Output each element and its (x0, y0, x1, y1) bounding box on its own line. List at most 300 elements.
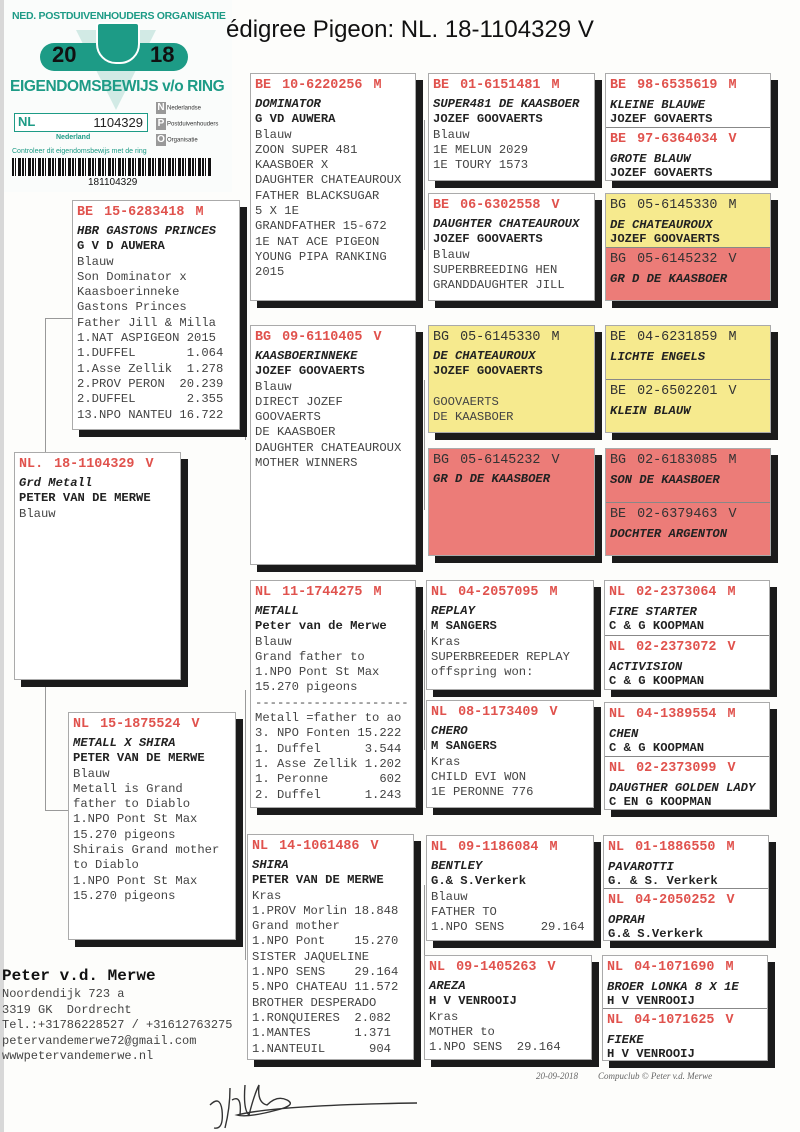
website-line: wwwpetervandemerwe.nl (2, 1049, 154, 1063)
signature (200, 1080, 420, 1130)
pigeon-note: 2015 (255, 265, 285, 280)
pigeon-color: Blauw (255, 127, 292, 142)
pigeon-note: 15.270 pigeons (73, 888, 176, 903)
pigeon-card-fm (250, 325, 416, 565)
sex-marker: V (191, 717, 200, 732)
barcode (12, 158, 212, 176)
ring-country: BE (433, 198, 450, 213)
pigeon-color: Blauw (255, 379, 292, 394)
year-right: 18 (150, 42, 175, 67)
pigeon-note: Grand father to (255, 649, 365, 664)
pigeon-color: Blauw (433, 127, 470, 142)
pigeon-note: DAUGHTER CHATEAUROUX (255, 173, 402, 188)
ring-number: 18-1104329 (54, 457, 135, 472)
pigeon-owner: G.& S.Verkerk (431, 874, 527, 889)
pigeon-color: Kras (431, 634, 461, 649)
ring-number: 04-1071625 (634, 1013, 715, 1028)
pigeon-card-mmm (424, 955, 592, 1060)
pigeon-card-mother (68, 712, 236, 940)
pigeon-owner: G. & S. Verkerk (608, 874, 718, 888)
ring-country: BG (610, 198, 627, 213)
sex-marker: V (728, 507, 737, 522)
ring-number: 02-6502201 (637, 384, 718, 399)
pigeon-owner: Peter van de Merwe (255, 619, 387, 634)
pigeon-card-subject (14, 452, 181, 680)
pigeon-name: PAVAROTTI (608, 860, 674, 874)
pigeon-note: --------------------- (255, 695, 409, 710)
sex-marker: M (549, 585, 558, 600)
ring-header (255, 329, 411, 347)
pigeon-card-mfm (426, 700, 594, 808)
pigeon-pair-card (603, 835, 769, 941)
mother-section (604, 888, 768, 940)
pigeon-note: SUPERBREEDING HEN (433, 262, 558, 277)
mother-section (603, 1008, 767, 1060)
pigeon-note: 5 X 1E (255, 204, 299, 219)
pigeon-note: 2.DUFFEL 2.355 (77, 392, 224, 407)
pigeon-owner: M SANGERS (431, 619, 497, 634)
ring-number: 05-6145232 (460, 453, 541, 468)
pigeon-note: father to Diablo (73, 797, 191, 812)
ring-country: NL (609, 707, 626, 722)
connector-line (424, 630, 425, 750)
barcode-number: 181104329 (88, 177, 138, 188)
ring-ownership-card (4, 0, 232, 192)
connector-line (45, 680, 46, 810)
address-line: Noordendijk 723 a (2, 987, 125, 1001)
print-date: 20-09-2018 (536, 1071, 578, 1081)
pigeon-name: DAUGTHER GOLDEN LADY (609, 781, 756, 795)
mother-section (606, 247, 770, 300)
ring-header (77, 204, 235, 222)
connector-line (424, 120, 425, 250)
mother-section (605, 635, 769, 689)
ring-header (610, 506, 766, 524)
pigeon-note: Shirais Grand mother (73, 843, 220, 858)
ring-country: NL (252, 839, 269, 854)
ring-country: BE (433, 78, 450, 93)
pigeon-note: GRANDDAUGHTER JILL (433, 278, 565, 293)
pigeon-owner: PETER VAN DE MERWE (19, 491, 151, 506)
pigeon-name: KLEIN BLAUW (610, 404, 691, 418)
pigeon-owner: PETER VAN DE MERWE (73, 751, 205, 766)
ring-country: BE (610, 78, 627, 93)
ring-country: NL (73, 717, 90, 732)
mother-section (606, 379, 770, 432)
pigeon-note: 2. Duffel 1.243 (255, 787, 402, 802)
pigeon-note: Metall =father to ao (255, 711, 402, 726)
pigeon-name: KLEINE BLAUWE (610, 98, 706, 112)
pigeon-owner: H V VENROOIJ (429, 994, 517, 1009)
pigeon-note: SISTER JAQUELINE (252, 949, 370, 964)
pigeon-pair-card (605, 193, 771, 301)
pigeon-name: SON DE KAASBOER (610, 473, 720, 487)
pigeon-pair-card (604, 702, 770, 810)
sex-marker: M (725, 960, 734, 975)
pigeon-note: 2.PROV PERON 20.239 (77, 376, 224, 391)
sex-marker: V (145, 457, 154, 472)
ring-number: 02-2373072 (636, 640, 717, 655)
ring-header (610, 452, 766, 470)
lion-shield-icon (96, 22, 140, 64)
sex-marker: V (728, 252, 737, 267)
pigeon-name: METALL X SHIRA (73, 736, 176, 750)
npo-line-2: P Postduivenhouders (157, 118, 219, 129)
pigeon-pair-card (602, 955, 768, 1061)
year-left: 20 (52, 42, 77, 67)
father-section (606, 74, 770, 127)
credit-text: Compuclub © Peter v.d. Merwe (598, 1071, 713, 1081)
sex-marker: M (373, 78, 382, 93)
pigeon-color: Kras (429, 1009, 459, 1024)
pigeon-owner: JOZEF GOOVAERTS (433, 232, 543, 247)
pigeon-note: 1.NPO Pont St Max (255, 665, 380, 680)
ring-country: BE (610, 384, 627, 399)
pigeon-owner: JOZEF GOOVAERTS (610, 232, 720, 246)
pigeon-note: Grand mother (252, 919, 340, 934)
pigeon-name: DAUGHTER CHATEAUROUX (433, 217, 580, 231)
pigeon-card-ff (250, 73, 416, 301)
pigeon-owner: JOZEF GOVAERTS (610, 112, 713, 126)
pigeon-card-fmm (428, 448, 595, 556)
ring-country: NL (609, 640, 626, 655)
ring-number: 01-6151481 (460, 78, 541, 93)
father-section (605, 581, 769, 635)
ring-country: NL (255, 585, 272, 600)
pigeon-note: 5.NPO CHATEAU 11.572 (252, 980, 399, 995)
connector-line (45, 318, 46, 453)
ring-header (433, 197, 590, 215)
pigeon-note: GOOVAERTS (255, 410, 321, 425)
ring-number: 04-2057095 (458, 585, 539, 600)
pigeon-card-fff (428, 73, 595, 181)
npo-line-1: N Nederlandse (157, 102, 202, 113)
pigeon-note: ZOON SUPER 481 (255, 142, 358, 157)
pigeon-note: Gastons Princes (77, 300, 187, 315)
ring-number: 04-1389554 (636, 707, 717, 722)
father-section (606, 449, 770, 502)
mother-section (606, 127, 770, 180)
ring-header (610, 197, 766, 215)
ring-header (252, 838, 409, 856)
pigeon-note: 1.DUFFEL 1.064 (77, 346, 224, 361)
pigeon-note: 1.RONQUIERES 2.082 (252, 1010, 391, 1025)
connector-line (245, 310, 246, 440)
pigeon-name: METALL (255, 604, 299, 618)
ring-country: BE (255, 78, 272, 93)
pigeon-name: DOMINATOR (255, 97, 321, 111)
pigeon-color: Kras (431, 754, 461, 769)
pigeon-pair-card (605, 73, 771, 181)
pigeon-note: 3. NPO Fonten 15.222 (255, 726, 402, 741)
pigeon-note: GRANDFATHER 15-672 (255, 219, 387, 234)
sex-marker: V (373, 330, 382, 345)
ring-card-heading: EIGENDOMSBEWIJS v/o RING (10, 78, 225, 95)
ring-header (433, 77, 590, 95)
sex-marker: M (549, 840, 558, 855)
ring-number: 05-6145232 (637, 252, 718, 267)
pigeon-note: MOTHER WINNERS (255, 456, 358, 471)
pigeon-name: AREZA (429, 979, 466, 993)
mother-section (606, 502, 770, 555)
sex-marker: M (728, 198, 737, 213)
pigeon-name: ACTIVISION (609, 660, 683, 674)
ring-number: 02-2373099 (636, 761, 717, 776)
pigeon-note: 1.NPO Pont St Max (73, 873, 198, 888)
ring-number: 09-1405263 (456, 960, 537, 975)
pigeon-pair-card (605, 325, 771, 433)
pigeon-owner: H V VENROOIJ (607, 1047, 695, 1061)
father-section (603, 956, 767, 1008)
pigeon-note: BROTHER DESPERADO (252, 995, 377, 1010)
sex-marker: M (551, 330, 560, 345)
pigeon-note: 13.NPO NANTEU 16.722 (77, 407, 224, 422)
ring-number: 05-6145330 (460, 330, 541, 345)
pigeon-note: 1.Asse Zellik 1.278 (77, 361, 224, 376)
pigeon-name: BENTLEY (431, 859, 483, 873)
npo-line-3: O Organisatie (157, 134, 198, 145)
pigeon-note: 1.NPO SENS 29.164 (431, 920, 585, 935)
pigeon-owner: C EN G KOOPMAN (609, 795, 712, 809)
sex-marker: M (551, 78, 560, 93)
ring-number: 98-6535619 (637, 78, 718, 93)
pigeon-owner: JOZEF GOOVAERTS (433, 364, 543, 379)
pigeon-owner: JOZEF GOOVAERTS (433, 112, 543, 127)
ring-country: BG (610, 453, 627, 468)
ring-country: NL (609, 761, 626, 776)
ring-header (433, 452, 590, 470)
pigeon-owner: C & G KOOPMAN (609, 674, 705, 688)
pigeon-pair-card (605, 448, 771, 556)
pigeon-color: Blauw (433, 247, 470, 262)
ring-header (607, 959, 763, 977)
pigeon-note: 15.270 pigeons (255, 680, 358, 695)
sex-marker: M (727, 585, 736, 600)
ring-country: BE (610, 507, 627, 522)
pigeon-name: SUPER481 DE KAASBOER (433, 97, 580, 111)
ring-header (610, 383, 766, 401)
pigeon-color: Blauw (73, 766, 110, 781)
pigeon-note: DAUGHTER CHATEAUROUX (255, 440, 402, 455)
ring-country: NL (431, 705, 448, 720)
sex-marker: M (728, 330, 737, 345)
ring-number: 02-6379463 (637, 507, 718, 522)
ring-country: NL (429, 960, 446, 975)
pigeon-note: KAASBOER X (255, 158, 329, 173)
ring-number: 15-6283418 (104, 205, 185, 220)
pigeon-note: FATHER BLACKSUGAR (255, 188, 380, 203)
ring-header (609, 639, 765, 657)
pigeon-note: 1. Asse Zellik 1.202 (255, 756, 402, 771)
pigeon-owner: PETER VAN DE MERWE (252, 873, 384, 888)
pigeon-pair-card (604, 580, 770, 690)
ring-number: 15-1875524 (100, 717, 181, 732)
ring-header (610, 251, 766, 269)
ring-country: NL (608, 840, 625, 855)
pigeon-card-mf (250, 580, 416, 808)
breeder-contact (2, 965, 232, 1065)
sex-marker: V (551, 453, 560, 468)
ring-country: BG (433, 330, 450, 345)
pigeon-card-mmf (426, 835, 594, 941)
ring-header (607, 1012, 763, 1030)
ring-header (431, 704, 589, 722)
ring-country: NL. (19, 457, 44, 472)
pigeon-name: FIRE STARTER (609, 605, 697, 619)
sex-marker: V (728, 384, 737, 399)
pigeon-name: CHERO (431, 724, 468, 738)
ring-country: BG (255, 330, 272, 345)
ring-number: 06-6302558 (460, 198, 541, 213)
pigeon-owner: JOZEF GOVAERTS (610, 166, 713, 180)
pigeon-note: GOOVAERTS (433, 394, 499, 409)
ring-number: 04-6231859 (637, 330, 718, 345)
pigeon-name: SHIRA (252, 858, 289, 872)
pigeon-name: FIEKE (607, 1033, 644, 1047)
sex-marker: V (725, 1013, 734, 1028)
pigeon-note: 1E TOURY 1573 (433, 158, 529, 173)
ring-header (431, 839, 589, 857)
ring-number: 09-6110405 (282, 330, 363, 345)
connector-line (45, 810, 68, 811)
pigeon-name: GR D DE KAASBOER (610, 272, 728, 286)
pigeon-owner: JOZEF GOOVAERTS (255, 364, 365, 379)
pigeon-color: Kras (252, 888, 282, 903)
sex-marker: V (549, 705, 558, 720)
ring-number: 14-1061486 (279, 839, 360, 854)
pigeon-card-mff (426, 580, 594, 690)
ring-header (610, 329, 766, 347)
pigeon-note: offspring won: (431, 665, 534, 680)
pigeon-name: Grd Metall (19, 476, 93, 490)
sex-marker: V (726, 893, 735, 908)
sex-marker: M (727, 707, 736, 722)
sex-marker: V (370, 839, 379, 854)
pigeon-name: DOCHTER ARGENTON (610, 527, 728, 541)
pigeon-note: Kaasboerinneke (77, 285, 180, 300)
sex-marker: V (727, 761, 736, 776)
ring-number: 05-6145330 (637, 198, 718, 213)
pigeon-note: YOUNG PIPA RANKING (255, 249, 387, 264)
father-section (604, 836, 768, 888)
father-section (606, 194, 770, 247)
pigeon-name: DE CHATEAUROUX (610, 218, 713, 232)
pigeon-note: 1.PROV Morlin 18.848 (252, 903, 399, 918)
pigeon-note: 1E NAT ACE PIGEON (255, 234, 380, 249)
breeder-name: Peter v.d. Merwe (2, 967, 156, 985)
pigeon-color: Blauw (19, 506, 56, 521)
pigeon-owner: G V D AUWERA (77, 239, 165, 254)
ring-country: NL (608, 893, 625, 908)
ring-number: 10-6220256 (282, 78, 363, 93)
ring-card-org: NED. POSTDUIVENHOUDERS ORGANISATIE (12, 10, 226, 22)
pigeon-card-mm (247, 834, 414, 1060)
pigeon-name: LICHTE ENGELS (610, 350, 706, 364)
ring-number: 1104329 (93, 115, 143, 130)
pigeon-note: to Diablo (73, 858, 139, 873)
ring-country: BG (610, 252, 627, 267)
ring-header (610, 77, 766, 95)
pigeon-note: DE KAASBOER (433, 410, 514, 425)
pigeon-name: OPRAH (608, 913, 645, 927)
pigeon-note: SUPERBREEDER REPLAY (431, 649, 570, 664)
ring-country: NL (431, 585, 448, 600)
ring-number: 02-2373064 (636, 585, 717, 600)
pigeon-note: 15.270 pigeons (73, 827, 176, 842)
country-name: Nederland (56, 134, 91, 141)
ring-country: NL (18, 114, 36, 129)
sex-marker: M (726, 840, 735, 855)
father-section (605, 703, 769, 756)
ring-country: NL (431, 840, 448, 855)
ring-number-box (14, 113, 148, 132)
pigeon-owner: H V VENROOIJ (607, 994, 695, 1008)
ring-header (255, 584, 411, 602)
pigeon-color (433, 487, 590, 502)
check-text: Controleer dit eigendomsbewijs met de ring (12, 148, 147, 155)
pigeon-note: MOTHER to (429, 1024, 495, 1039)
pigeon-color (433, 380, 590, 395)
pigeon-name: REPLAY (431, 604, 475, 618)
pigeon-name: HBR GASTONS PRINCES (77, 224, 216, 238)
pigeon-note: Son Dominator x (77, 269, 187, 284)
pigeon-note: 1.NPO SENS 29.164 (252, 965, 399, 980)
sex-marker: V (547, 960, 556, 975)
sex-marker: M (728, 453, 737, 468)
pigeon-note: 1E MELUN 2029 (433, 142, 529, 157)
pigeon-name: GR D DE KAASBOER (433, 472, 551, 486)
ring-country: NL (607, 1013, 624, 1028)
sex-marker: M (728, 78, 737, 93)
pigeon-note: Father Jill & Milla (77, 315, 216, 330)
pigeon-owner: G.& S.Verkerk (608, 927, 704, 941)
pigeon-name: GROTE BLAUW (610, 152, 691, 166)
ring-number: 04-2050252 (635, 893, 716, 908)
father-section (606, 326, 770, 379)
pigeon-name: BROER LONKA 8 X 1E (607, 980, 739, 994)
ring-country: NL (607, 960, 624, 975)
ring-header (433, 329, 590, 347)
pigeon-color: Blauw (255, 634, 292, 649)
ring-header (610, 131, 766, 149)
ring-country: BE (77, 205, 94, 220)
ring-number: 04-1071690 (634, 960, 715, 975)
sex-marker: V (727, 640, 736, 655)
email-line: petervandemerwe72@gmail.com (2, 1033, 197, 1048)
pigeon-owner: C & G KOOPMAN (609, 619, 705, 633)
pigeon-card-father (72, 200, 240, 430)
pigeon-card-ffm (428, 193, 595, 301)
ring-header (255, 77, 411, 95)
sex-marker: M (195, 205, 204, 220)
ring-header (429, 959, 587, 977)
ring-number: 08-1173409 (458, 705, 539, 720)
pigeon-note: Metall is Grand (73, 781, 183, 796)
ring-number: 02-6183085 (637, 453, 718, 468)
city-line: 3319 GK Dordrecht (2, 1002, 132, 1017)
pigeon-note: 1.NANTEUIL 904 (252, 1041, 391, 1056)
ring-number: 11-1744275 (282, 585, 363, 600)
pigeon-note: 1.NPO Pont 15.270 (252, 934, 399, 949)
pigeon-name: KAASBOERINNEKE (255, 349, 358, 363)
ring-header (19, 456, 176, 474)
pigeon-note: DE KAASBOER (255, 425, 336, 440)
pigeon-name: DE CHATEAUROUX (433, 349, 536, 363)
pigeon-note: 1. Duffel 3.544 (255, 741, 402, 756)
pigeon-note: 1. Peronne 602 (255, 772, 402, 787)
pigeon-note: 1.NPO SENS 29.164 (429, 1040, 561, 1055)
pigeon-owner: M SANGERS (431, 739, 497, 754)
